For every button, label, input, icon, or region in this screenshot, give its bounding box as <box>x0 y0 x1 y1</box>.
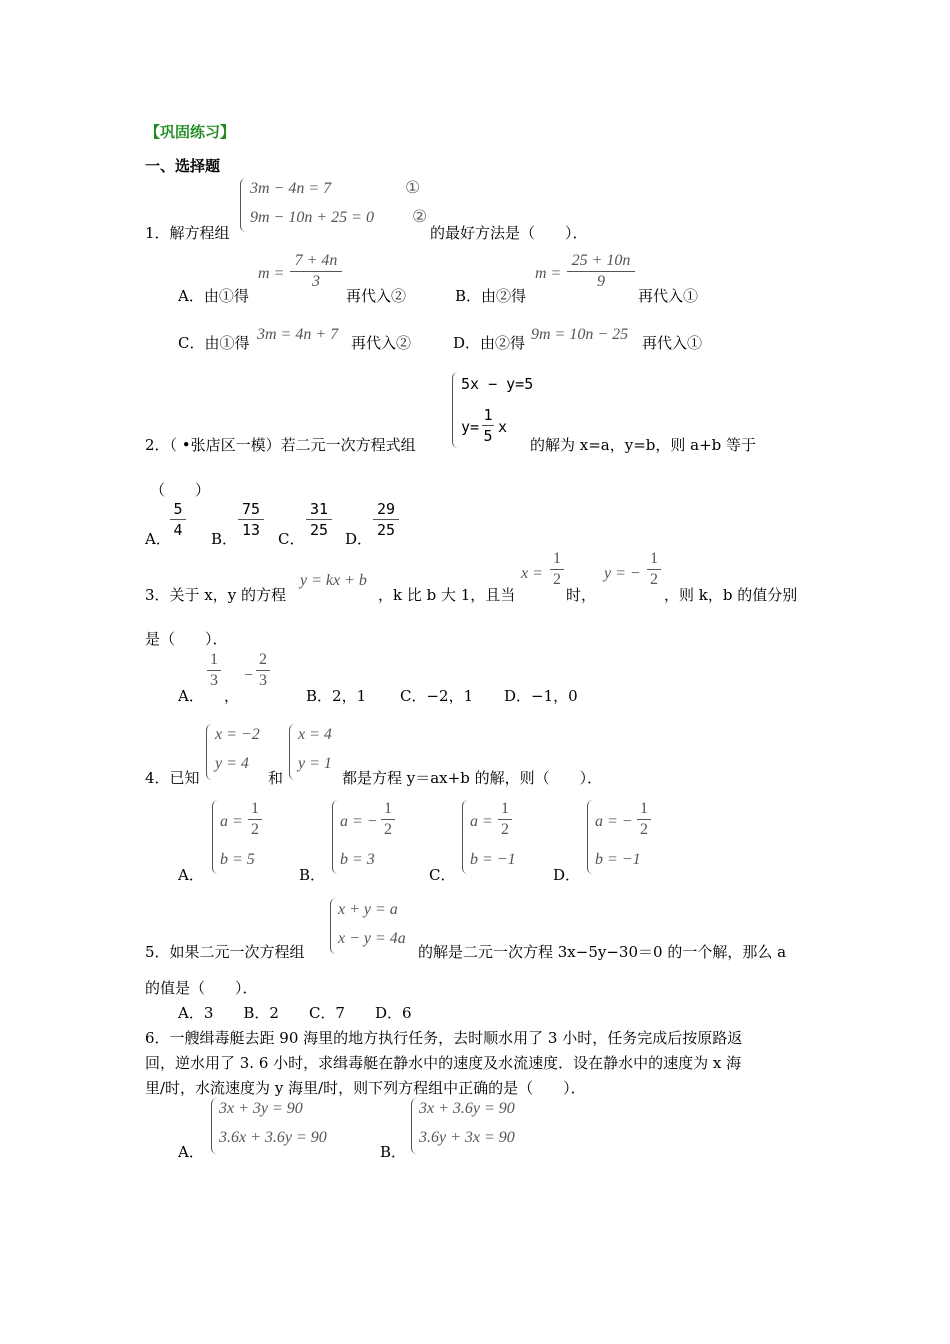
q4-option-a-brace <box>212 800 219 874</box>
q4-option-a-a: a = <box>220 813 243 830</box>
q4-option-d-brace <box>587 800 594 874</box>
q6-line2: 回，逆水用了 3. 6 小时，求缉毒艇在静水中的速度及水流速度．设在静水中的速度为 x 海 <box>145 1054 742 1072</box>
fraction-bar <box>290 271 342 272</box>
q4-option-c-den: 2 <box>501 821 509 838</box>
fraction-bar <box>482 425 494 426</box>
q2-option-a-den: 4 <box>173 521 183 539</box>
q2-option-a-label: A． <box>145 530 171 548</box>
q4-option-d-label: D． <box>553 866 581 884</box>
q3-x-fraction <box>550 550 564 589</box>
q4-option-d-num: 1 <box>640 800 648 817</box>
q1-option-c-tail: 再代入② <box>351 334 412 352</box>
q3-option-a-fraction-1 <box>207 651 221 690</box>
q4-system1-eq1: x = −2 <box>215 726 260 743</box>
q2-option-d-den: 25 <box>376 521 396 539</box>
q5-suffix: 的解是二元一次方程 3x−5y−30＝0 的一个解，那么 a <box>418 943 787 961</box>
q3-when: 时， <box>566 586 597 604</box>
fraction-bar <box>637 819 651 820</box>
q6-option-b-eq1: 3x + 3.6y = 90 <box>419 1100 515 1117</box>
q3-equation: y = kx + b <box>300 572 367 589</box>
q3-option-a-sep: ， <box>224 687 240 705</box>
q2-eq2-tail: x <box>498 418 508 436</box>
q3-y-num: 1 <box>650 550 658 567</box>
q4-option-b-a: a = − <box>340 813 378 830</box>
q6-option-a-eq1: 3x + 3y = 90 <box>219 1100 303 1117</box>
q6-option-a-brace <box>211 1098 218 1154</box>
q2-paren: （ ） <box>150 481 211 499</box>
q4-option-d-fraction <box>637 800 651 839</box>
q2-option-d-label: D． <box>345 530 373 548</box>
fraction-bar <box>373 519 399 520</box>
q1-option-a-den: 3 <box>312 273 320 290</box>
q2-option-b-fraction <box>238 500 264 539</box>
q2-prefix: 2．（ •张店区一模）若二元一次方程式组 <box>145 436 416 454</box>
q1-option-b-tail: 再代入① <box>638 287 699 305</box>
q2-option-a-num: 5 <box>173 500 183 518</box>
q5-brace <box>330 898 337 954</box>
q3-option-a-neg: − <box>244 667 254 684</box>
q1-suffix: 的最好方法是（ ）． <box>430 224 588 242</box>
q4-option-b-label: B． <box>299 866 326 884</box>
fraction-bar <box>306 519 332 520</box>
q1-option-b-label: B．由②得 <box>455 287 527 305</box>
q3-prefix: 3．关于 x，y 的方程 <box>145 586 287 604</box>
fraction-bar <box>170 519 186 520</box>
q6-option-b-eq2: 3.6y + 3x = 90 <box>419 1129 515 1146</box>
q3-option-a-den2: 3 <box>259 672 267 689</box>
q4-option-a-label: A． <box>178 866 204 884</box>
q2-eq1: 5x − y=5 <box>461 375 534 393</box>
q5-line2: 的值是（ ）． <box>145 979 258 997</box>
fraction-bar <box>498 819 512 820</box>
q4-system2-eq2: y = 1 <box>298 755 332 772</box>
q6-option-a-eq2: 3.6x + 3.6y = 90 <box>219 1129 327 1146</box>
q1-eq2: 9m − 10n + 25 = 0 <box>250 209 374 226</box>
fraction-bar <box>647 569 661 570</box>
q4-option-a-den: 2 <box>251 821 259 838</box>
q4-system2-eq1: x = 4 <box>298 726 332 743</box>
q2-option-c-den: 25 <box>309 521 329 539</box>
q1-option-a-tail: 再代入② <box>346 287 407 305</box>
q1-option-a-lhs: m = <box>258 265 285 282</box>
q5-options: A．3 B．2 C．7 D．6 <box>178 1004 412 1022</box>
q6-option-a-label: A． <box>178 1143 204 1161</box>
q4-option-b-den: 2 <box>384 821 392 838</box>
q4-option-a-b: b = 5 <box>220 851 255 868</box>
q2-option-c-label: C． <box>278 530 305 548</box>
q4-and: 和 <box>268 769 284 787</box>
section-title: 一、选择题 <box>145 157 221 175</box>
q1-brace <box>240 178 247 232</box>
q1-option-a-label: A．由①得 <box>178 287 249 305</box>
q4-system2-brace <box>289 724 296 780</box>
q1-option-b-den: 9 <box>597 273 605 290</box>
q2-eq2-den: 5 <box>483 427 493 445</box>
q3-option-c: C．−2，1 <box>400 687 474 705</box>
q1-option-d-eq: 9m = 10n − 25 <box>531 326 629 343</box>
q4-option-c-num: 1 <box>501 800 509 817</box>
fraction-bar <box>381 819 395 820</box>
q1-mark1: ① <box>405 178 421 198</box>
q2-option-d-num: 29 <box>376 500 396 518</box>
fraction-bar <box>248 819 262 820</box>
q6-line1: 6．一艘缉毒艇去距 90 海里的地方执行任务，去时顺水用了 3 小时，任务完成后按原路返 <box>145 1029 743 1047</box>
q1-option-d-label: D．由②得 <box>453 334 526 352</box>
q1-option-c-eq: 3m = 4n + 7 <box>257 326 339 343</box>
q2-eq2-lhs: y= <box>461 418 480 436</box>
section-header: 【巩固练习】 <box>145 123 236 141</box>
q1-option-b-lhs: m = <box>535 265 562 282</box>
q1-option-b-fraction <box>567 252 635 291</box>
q2-option-b-label: B． <box>211 530 238 548</box>
q4-option-d-den: 2 <box>640 821 648 838</box>
q3-y-fraction <box>647 550 661 589</box>
q3-option-a-num1: 1 <box>210 651 218 668</box>
fraction-bar <box>207 670 221 671</box>
q4-option-c-b: b = −1 <box>470 851 516 868</box>
q3-x-den: 2 <box>553 571 561 588</box>
q4-option-a-num: 1 <box>251 800 259 817</box>
q2-option-b-num: 75 <box>241 500 261 518</box>
q3-x-lhs: x = <box>521 565 543 582</box>
q4-option-b-num: 1 <box>384 800 392 817</box>
q1-option-c-label: C．由①得 <box>178 334 250 352</box>
q2-option-d-fraction <box>373 500 399 539</box>
q2-brace <box>452 372 459 448</box>
q2-option-a-fraction <box>170 500 186 539</box>
q5-eq1: x + y = a <box>338 901 398 918</box>
q6-line3: 里/时，水流速度为 y 海里/时，则下列方程组中正确的是（ ）． <box>145 1079 586 1097</box>
q1-option-a-num: 7 + 4n <box>294 252 338 269</box>
q3-line2: 是（ ）． <box>145 630 228 648</box>
q1-prefix: 1．解方程组 <box>145 224 230 242</box>
q1-option-b-num: 25 + 10n <box>571 252 631 269</box>
q1-option-a-fraction <box>290 252 342 291</box>
q4-system1-eq2: y = 4 <box>215 755 249 772</box>
q2-option-c-num: 31 <box>309 500 329 518</box>
q3-x-num: 1 <box>553 550 561 567</box>
q4-option-d-b: b = −1 <box>595 851 641 868</box>
fraction-bar <box>238 519 264 520</box>
q4-option-b-fraction <box>381 800 395 839</box>
q4-option-c-brace <box>462 800 469 874</box>
q4-option-c-a: a = <box>470 813 493 830</box>
q3-option-a-label: A． <box>178 687 204 705</box>
fraction-bar <box>256 670 270 671</box>
q3-option-a-den1: 3 <box>210 672 218 689</box>
q4-suffix: 都是方程 y＝ax+b 的解，则（ ）． <box>342 769 603 787</box>
q3-suffix: ，则 k，b 的值分别 <box>664 586 798 604</box>
q2-eq2-num: 1 <box>483 406 493 424</box>
fraction-bar <box>550 569 564 570</box>
q4-option-b-b: b = 3 <box>340 851 375 868</box>
q1-mark2: ② <box>412 207 428 227</box>
q3-y-den: 2 <box>650 571 658 588</box>
q3-option-d: D．−1，0 <box>504 687 578 705</box>
q3-y-lhs: y = − <box>604 565 641 582</box>
q3-option-a-fraction-2 <box>256 651 270 690</box>
q3-option-b: B．2，1 <box>306 687 367 705</box>
fraction-bar <box>567 271 635 272</box>
q2-option-b-den: 13 <box>241 521 261 539</box>
q4-option-c-fraction <box>498 800 512 839</box>
q5-prefix: 5．如果二元一次方程组 <box>145 943 305 961</box>
q4-option-b-brace <box>332 800 339 874</box>
q6-option-b-label: B． <box>380 1143 407 1161</box>
q1-option-d-tail: 再代入① <box>642 334 703 352</box>
q2-option-c-fraction <box>306 500 332 539</box>
q2-eq2-fraction <box>482 406 494 445</box>
q1-eq1: 3m − 4n = 7 <box>250 180 332 197</box>
q3-option-a-num2: 2 <box>259 651 267 668</box>
q6-option-b-brace <box>411 1098 418 1154</box>
q4-system1-brace <box>206 724 213 780</box>
q4-prefix: 4．已知 <box>145 769 200 787</box>
q4-option-a-fraction <box>248 800 262 839</box>
q2-suffix: 的解为 x=a，y=b，则 a+b 等于 <box>530 436 757 454</box>
q3-mid: ，k 比 b 大 1，且当 <box>378 586 516 604</box>
q4-option-c-label: C． <box>429 866 456 884</box>
q4-option-d-a: a = − <box>595 813 633 830</box>
q5-eq2: x − y = 4a <box>338 930 406 947</box>
